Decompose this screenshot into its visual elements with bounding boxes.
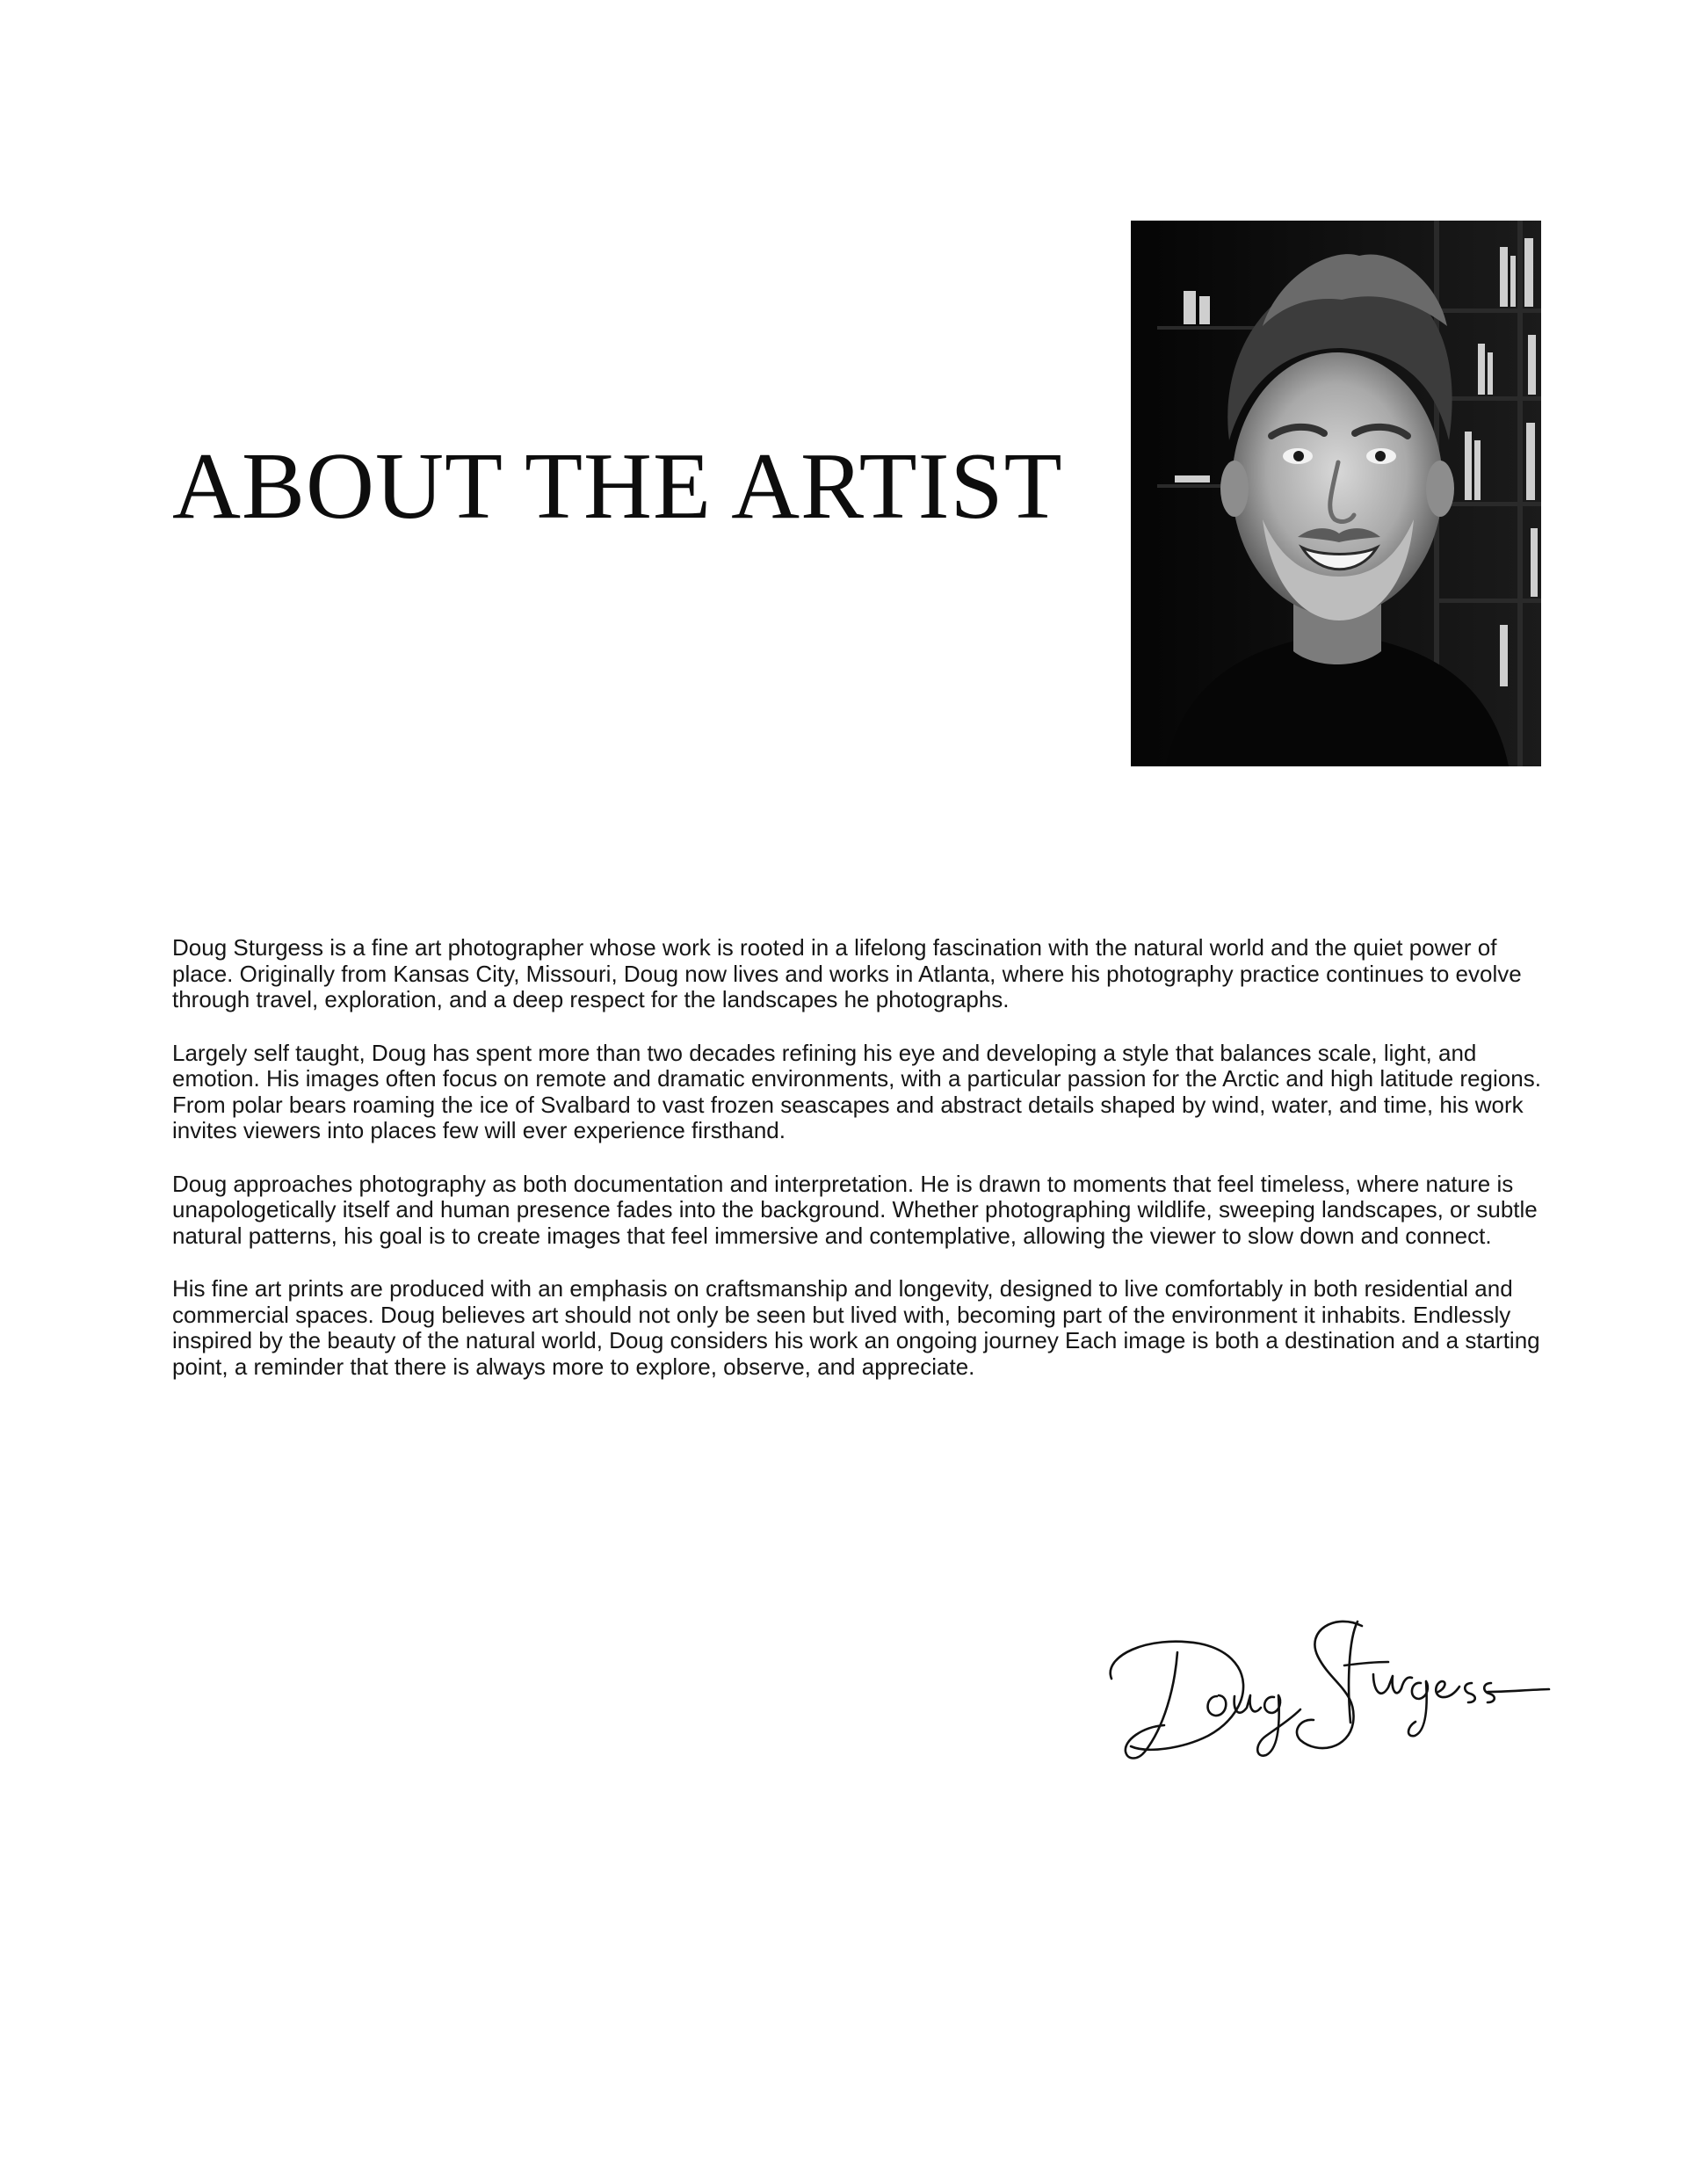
signature-mark: [1094, 1604, 1551, 1767]
bio-paragraph: Doug approaches photography as both documentation and interpretation. He is drawn to moments that feel timeless, where nature is unapologetically itself and human presence fades into the background. Whether photographing wildlife, sweeping landscapes, or subtle natural patterns, his goal is to create images that feel immersive and contemplative, allowing the viewer to slow down and connect.: [172, 1170, 1538, 1249]
artist-signature: [1094, 1604, 1551, 1767]
portrait-photo: [1131, 221, 1541, 766]
page-title: ABOUT THE ARTIST: [172, 434, 1063, 539]
bio-paragraph: Doug Sturgess is a fine art photographer whose work is rooted in a lifelong fascination with the natural world and the quiet power of place. Originally from Kansas City, Missouri, Doug now lives and works in Atlanta, where his photography practice continues to evolve through travel, exploration, and a deep respect for the landscapes he photographs.: [172, 934, 1522, 1012]
bio-paragraph: Largely self taught, Doug has spent more than two decades refining his eye and developing a style that balances scale, light, and emotion. His images often focus on remote and dramatic environments, with a particular passion for the Arctic and high latitude regions. From polar bears roaming the ice of Svalbard to vast frozen seascapes and abstract details shaped by wind, water, and time, his work invites viewers into places few will ever experience firsthand.: [172, 1039, 1541, 1143]
artist-portrait: [1131, 221, 1541, 766]
bio-paragraph: His fine art prints are produced with an emphasis on craftsmanship and longevity, designed to live comfortably in both residential and commercial spaces. Doug believes art should not only be seen but lived with, becoming part of the environment it inhabits. Endlessly inspired by the beauty of the natural world, Doug considers his work an ongoing journey Each image is both a destination and a starting point, a reminder that there is always more to explore, observe, and appreciate.: [172, 1275, 1540, 1380]
artist-bio: [172, 935, 1552, 1407]
